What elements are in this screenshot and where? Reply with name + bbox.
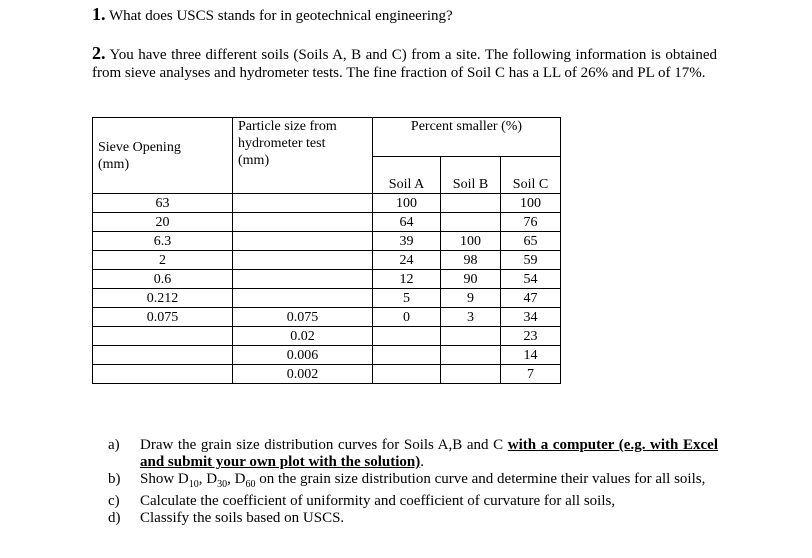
- task-d-label: d): [108, 510, 121, 526]
- task-b-post: on the grain size distribution curve and determine their values for all soils,: [255, 471, 706, 487]
- table-cell: 98: [441, 251, 501, 270]
- question-2: [92, 44, 717, 82]
- table-row: [93, 232, 561, 251]
- table-cell: 34: [501, 308, 561, 327]
- table-cell: 0.002: [233, 365, 373, 384]
- table-cell: 0.075: [93, 308, 233, 327]
- table-cell: [233, 270, 373, 289]
- table-cell: 2: [93, 251, 233, 270]
- table-cell: 6.3: [93, 232, 233, 251]
- task-a-emphasis: with a computer (e.g. with Excel and submit your own plot with the solution): [140, 437, 718, 470]
- table-cell: 12: [373, 270, 441, 289]
- table-row: [93, 194, 561, 213]
- table-cell: 0.006: [233, 346, 373, 365]
- task-a-label: a): [108, 437, 120, 453]
- header-soil-c: Soil C: [501, 157, 561, 194]
- table-cell: 20: [93, 213, 233, 232]
- task-b-body: [140, 471, 718, 493]
- d60-subscript: 60: [245, 479, 256, 490]
- table-row: [93, 327, 561, 346]
- table-row: [93, 251, 561, 270]
- table-cell: 54: [501, 270, 561, 289]
- table-cell: [373, 346, 441, 365]
- table-cell: 23: [501, 327, 561, 346]
- table-cell: [93, 327, 233, 346]
- table-cell: 65: [501, 232, 561, 251]
- task-b: [108, 471, 718, 493]
- question-1-number: 1.: [92, 4, 106, 24]
- table-cell: [93, 346, 233, 365]
- table-cell: [441, 194, 501, 213]
- table-cell: 5: [373, 289, 441, 308]
- table-row: [93, 289, 561, 308]
- table-cell: 3: [441, 308, 501, 327]
- table-cell: [441, 213, 501, 232]
- table-row: [93, 365, 561, 384]
- table-cell: 0.075: [233, 308, 373, 327]
- task-b-sep1: , D: [198, 471, 218, 487]
- table-cell: 100: [501, 194, 561, 213]
- table-cell: 47: [501, 289, 561, 308]
- table-cell: 63: [93, 194, 233, 213]
- table-cell: 7: [501, 365, 561, 384]
- table-cell: 76: [501, 213, 561, 232]
- table-body: [93, 194, 561, 384]
- table-cell: 0.6: [93, 270, 233, 289]
- table-cell: [233, 232, 373, 251]
- table-row: [93, 308, 561, 327]
- table-cell: [373, 327, 441, 346]
- table-cell: 64: [373, 213, 441, 232]
- table-cell: 9: [441, 289, 501, 308]
- task-c-label: c): [108, 493, 120, 509]
- table-row: [93, 346, 561, 365]
- table-cell: [93, 365, 233, 384]
- task-d: [108, 510, 718, 527]
- task-c-text: Calculate the coefficient of uniformity and coefficient of curvature for all soils,: [140, 493, 616, 509]
- sieve-data-table: [92, 117, 561, 384]
- question-2-text: You have three different soils (Soils A, B and C) from a site. The following information is obtained from sieve analyses and hydrometer tests. The fine fraction of Soil C has a LL of 26% and PL of 17%.: [92, 47, 717, 81]
- table-cell: 59: [501, 251, 561, 270]
- task-c: [108, 493, 718, 510]
- table-cell: 100: [441, 232, 501, 251]
- header-sieve-opening: [93, 118, 233, 194]
- table-cell: [441, 346, 501, 365]
- header-sieve-opening-text: Sieve Opening (mm): [98, 139, 181, 172]
- table-cell: [441, 365, 501, 384]
- header-soil-a: Soil A: [373, 157, 441, 194]
- table-cell: 24: [373, 251, 441, 270]
- table-cell: 14: [501, 346, 561, 365]
- question-1: [92, 5, 453, 25]
- table-cell: [233, 251, 373, 270]
- table-cell: [441, 327, 501, 346]
- task-b-pre: Show D: [140, 471, 189, 487]
- task-a: [108, 437, 718, 471]
- table-row: [93, 213, 561, 232]
- task-a-body: [140, 437, 718, 471]
- d10-subscript: 10: [188, 479, 199, 490]
- header-percent-smaller: Percent smaller (%): [373, 118, 561, 157]
- d30-subscript: 30: [217, 479, 228, 490]
- table-cell: 39: [373, 232, 441, 251]
- table-cell: 0.212: [93, 289, 233, 308]
- table-cell: 90: [441, 270, 501, 289]
- question-2-number: 2.: [92, 43, 106, 63]
- table-cell: [373, 365, 441, 384]
- table-row: [93, 270, 561, 289]
- header-particle-size: [233, 118, 373, 194]
- header-particle-size-text: Particle size from hydrometer test (mm): [238, 119, 337, 168]
- task-d-text: Classify the soils based on USCS.: [140, 510, 345, 526]
- table-cell: 0: [373, 308, 441, 327]
- header-soil-b: Soil B: [441, 157, 501, 194]
- task-b-sep2: , D: [227, 471, 246, 487]
- table-cell: [233, 289, 373, 308]
- table-cell: [233, 194, 373, 213]
- task-list: [108, 437, 718, 527]
- table-cell: 0.02: [233, 327, 373, 346]
- task-b-label: b): [108, 471, 121, 487]
- table-cell: 100: [373, 194, 441, 213]
- task-a-text: Draw the grain size distribution curves for Soils A,B and C: [140, 437, 508, 453]
- table-cell: [233, 213, 373, 232]
- task-a-end: .: [420, 454, 424, 470]
- question-1-text: What does USCS stands for in geotechnical engineering?: [108, 8, 453, 24]
